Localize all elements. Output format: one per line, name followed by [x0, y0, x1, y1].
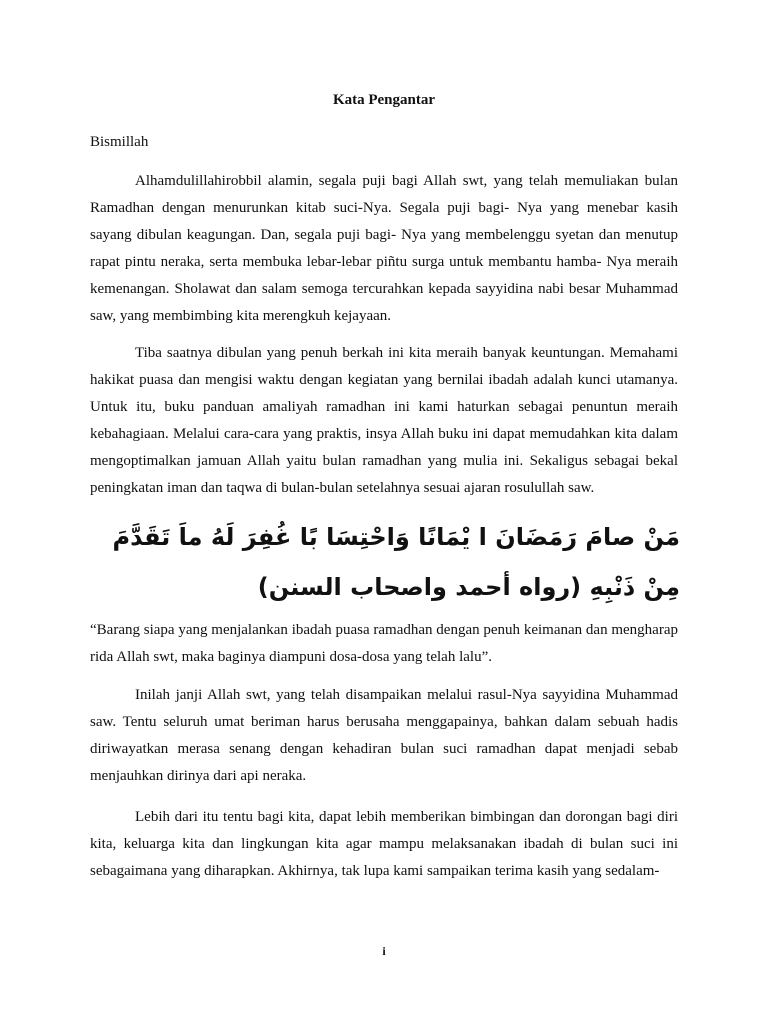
paragraph-ramadhan-benefits: Tiba saatnya dibulan yang penuh berkah ini kita meraih banyak keuntungan. Memahami hakikat puasa dan mengisi waktu dengan kegiatan yang bernilai ibadah adalah kunci utamanya. Untuk itu, buku panduan amaliyah ramadhan ini kami haturkan sebagai penuntun meraih kebahagiaan. Melalui cara-cara yang praktis, insya Allah buku ini dapat memudahkan kita dalam mengoptimalkan jamuan Allah yaitu bulan ramadhan yang mulia ini. Sekaligus sebagai bekal peningkatan iman dan taqwa di bulan-bulan setelahnya sesuai ajaran rosulullah saw. [90, 345, 678, 496]
page-title: Kata Pengantar [332, 92, 436, 108]
salutation: Bismillah [90, 134, 149, 150]
paragraph-opening: Alhamdulillahirobbil alamin, segala puji bagi Allah swt, yang telah memuliakan bulan Ramadhan dengan menurunkan kitab suci-Nya. Segala puji bagi- Nya yang menebar kasih sayang dibulan keagungan. Dan, segala puji bagi- Nya yang membelenggu syetan dan menutup rapat pintu neraka, serta membuka lebar-lebar piñtu surga untuk membantu hamba- Nya meraih kemenangan. Sholawat dan salam semoga tercurahkan kepada sayyidina nabi besar Muhammad saw, yang membimbing kita merengkuh kejayaan. [90, 173, 678, 324]
hadith-translation: “Barang siapa yang menjalankan ibadah puasa ramadhan dengan penuh keimanan dan mengharap rida Allah swt, maka baginya diampuni dosa-dosa yang telah lalu”. [90, 622, 678, 665]
paragraph-promise: Inilah janji Allah swt, yang telah disampaikan melalui rasul-Nya sayyidina Muhammad saw. Tentu seluruh umat beriman harus berusaha menggapainya, bahkan dalam sebuah hadis diriwayatkan merasa senang dengan kehadiran bulan suci ramadhan dapat menjadi sebab menjauhkan dirinya dari api neraka. [90, 687, 678, 784]
arabic-hadith: مَنْ صامَ رَمَضَانَ ا يْمَانًا وَاحْتِسَا بًا غُفِرَ لَهُ ماَ تَقَدَّمَ مِنْ ذَنْبِهِ (رواه أحمد واصحاب السنن) [112, 523, 680, 601]
page-number: i [382, 944, 386, 958]
paragraph-closing: Lebih dari itu tentu bagi kita, dapat lebih memberikan bimbingan dan dorongan bagi diri kita, keluarga kita dan lingkungan kita agar mampu melaksanakan ibadah di bulan suci ini sebagaimana yang diharapkan. Akhirnya, tak lupa kami sampaikan terima kasih yang sedalam- [90, 809, 678, 879]
